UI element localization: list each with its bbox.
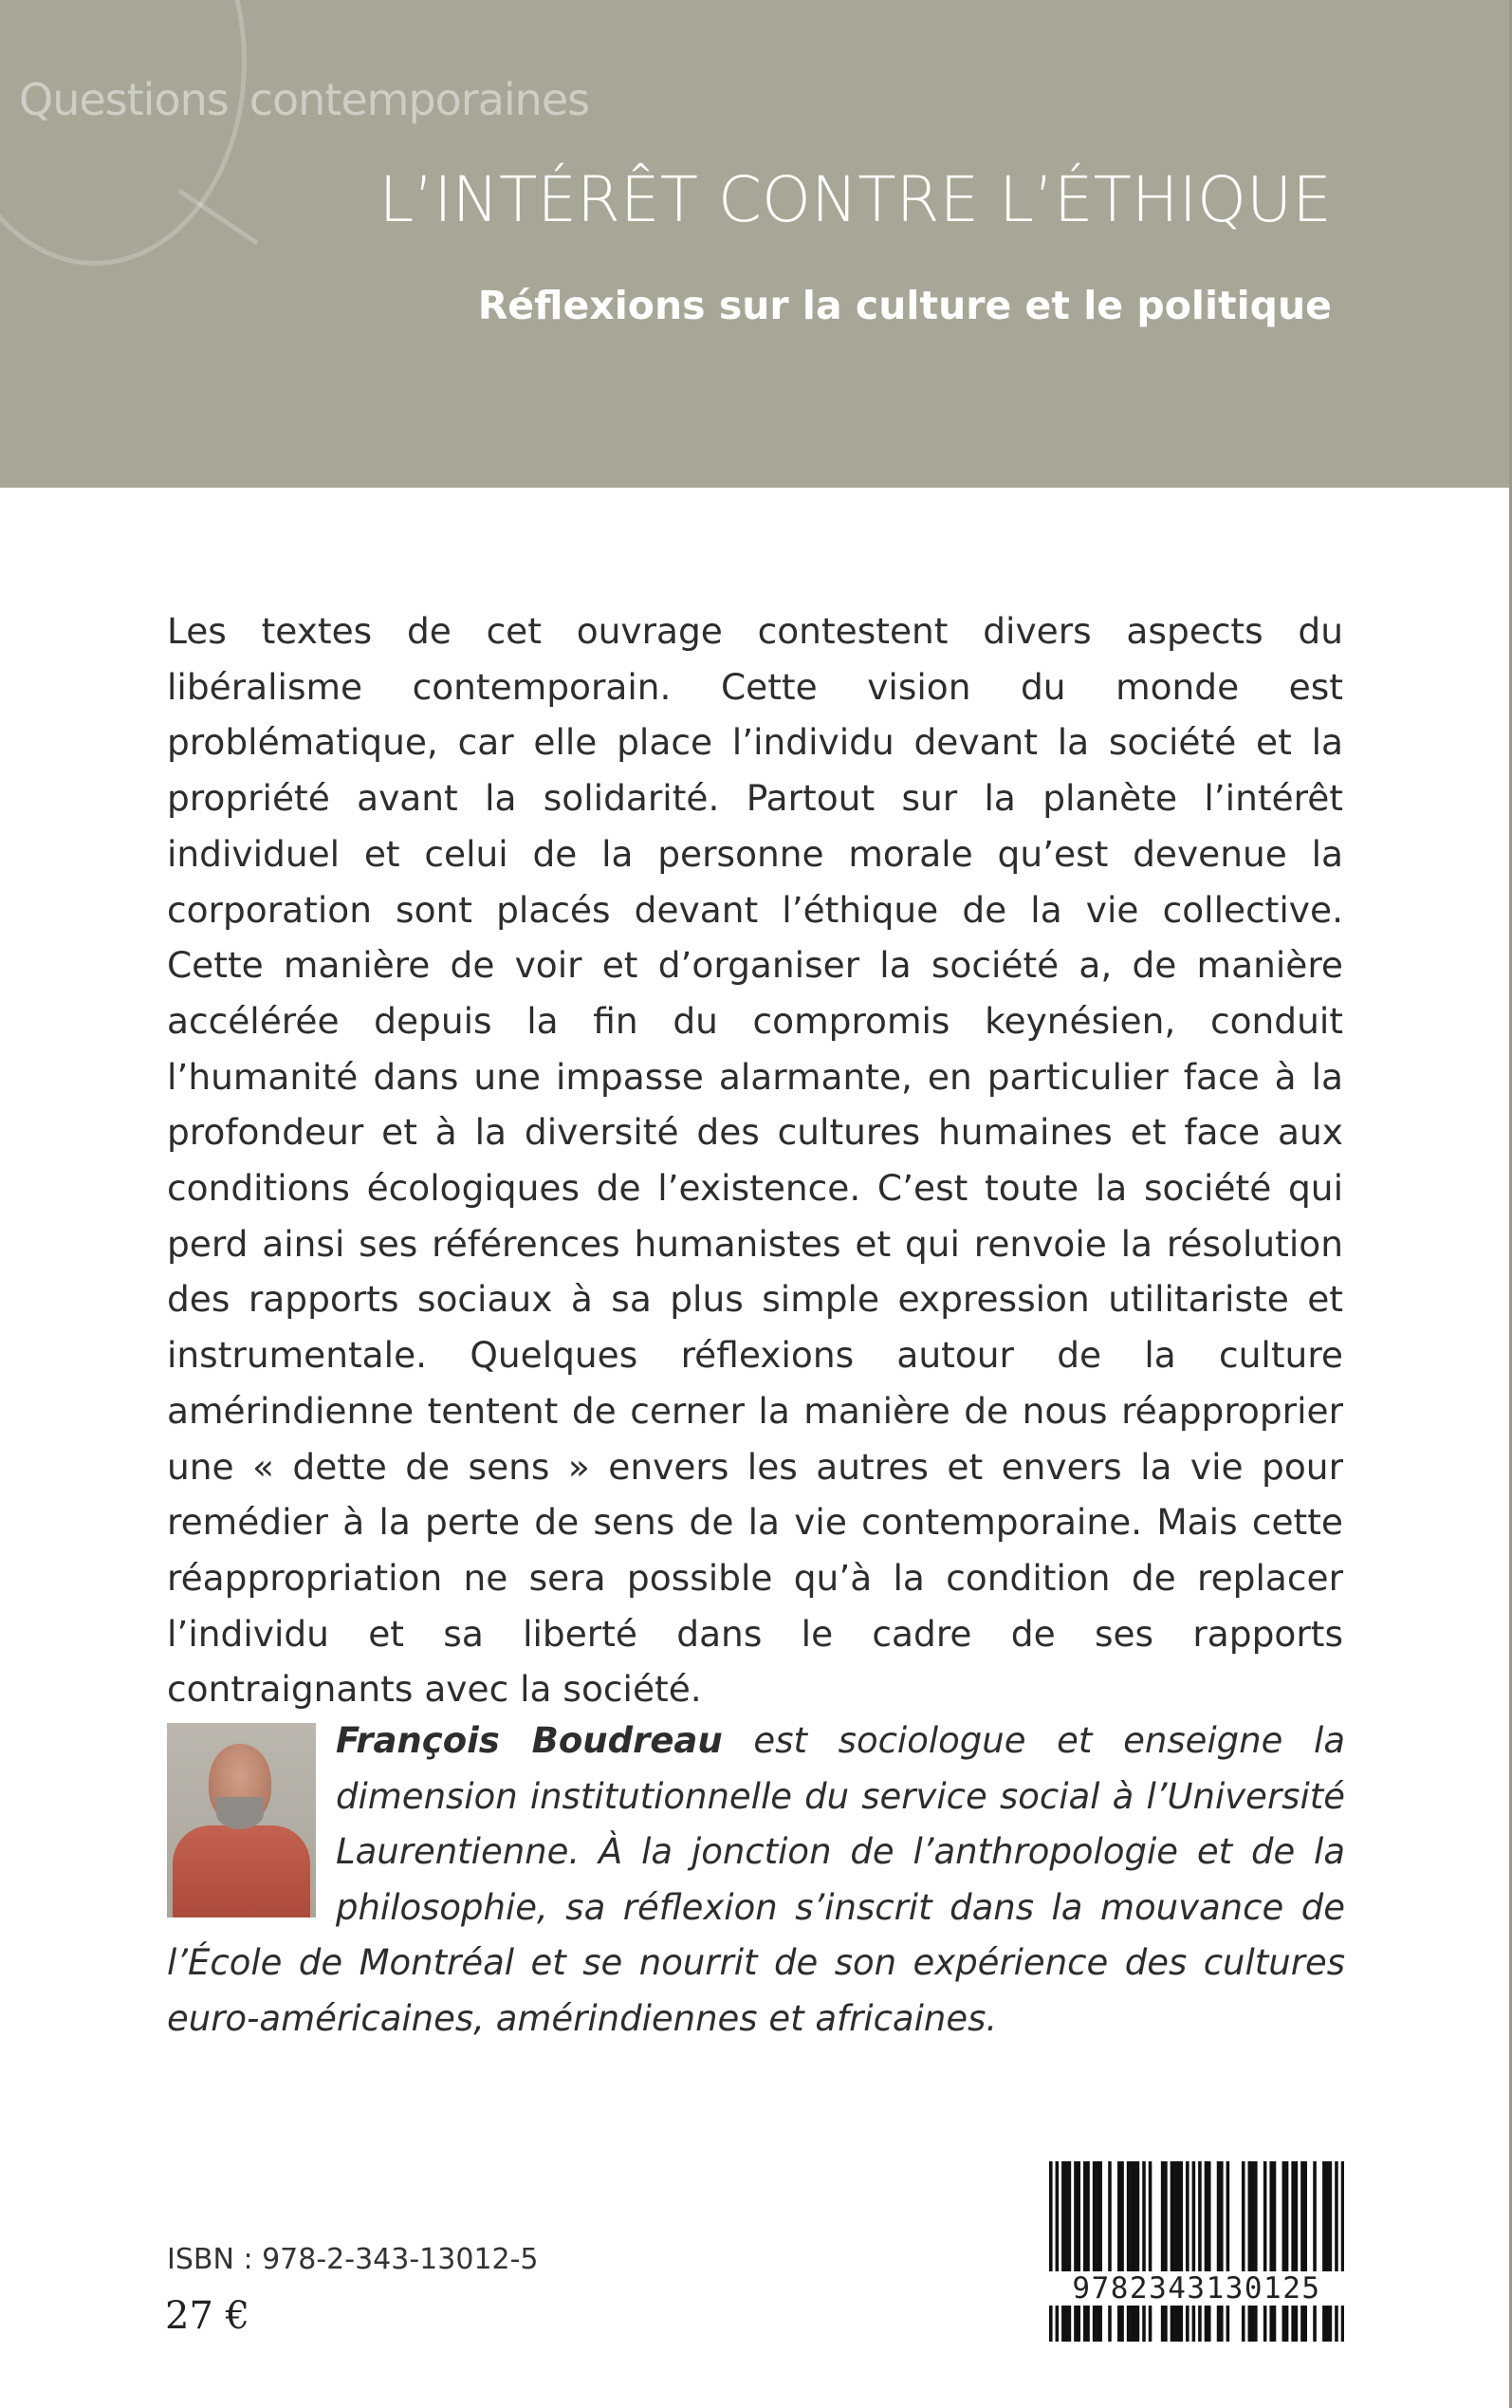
barcode-bar bbox=[1300, 2161, 1304, 2342]
book-subtitle: Réflexions sur la culture et le politique bbox=[477, 283, 1332, 328]
barcode-bar bbox=[1179, 2161, 1183, 2342]
barcode-bar bbox=[1064, 2161, 1068, 2342]
barcode-bar bbox=[1108, 2161, 1112, 2342]
barcode-bar bbox=[1074, 2161, 1078, 2342]
author-bio bbox=[167, 1713, 1345, 2047]
barcode-bar bbox=[1263, 2161, 1267, 2342]
barcode-bar bbox=[1086, 2161, 1090, 2342]
barcode-bar bbox=[1341, 2161, 1344, 2342]
barcode-bar bbox=[1120, 2161, 1124, 2342]
barcode-bar bbox=[1096, 2161, 1099, 2342]
barcode-bar bbox=[1117, 2161, 1121, 2342]
barcode-bar bbox=[1056, 2161, 1060, 2342]
photo-spacer bbox=[167, 1713, 336, 1936]
barcode-bar bbox=[1093, 2161, 1097, 2342]
barcode-bar bbox=[1127, 2161, 1131, 2342]
barcode bbox=[1049, 2161, 1344, 2342]
cover-header-band bbox=[0, 0, 1512, 488]
barcode-bar bbox=[1192, 2161, 1196, 2342]
barcode-bar bbox=[1171, 2161, 1174, 2342]
barcode-bar bbox=[1049, 2161, 1053, 2342]
barcode-bar bbox=[1248, 2161, 1252, 2342]
barcode-bar bbox=[1083, 2161, 1087, 2342]
series-name bbox=[19, 74, 589, 125]
price-label: 27 € bbox=[165, 2294, 250, 2338]
barcode-bar bbox=[1220, 2161, 1224, 2342]
barcode-bar bbox=[1098, 2161, 1102, 2342]
barcode-bar bbox=[1273, 2161, 1277, 2342]
barcode-bar bbox=[1186, 2161, 1189, 2342]
barcode-bar bbox=[1068, 2161, 1072, 2342]
series-name-word1: Questions bbox=[19, 74, 229, 125]
barcode-bar bbox=[1325, 2161, 1329, 2342]
barcode-bar bbox=[1226, 2161, 1230, 2342]
barcode-bar bbox=[1335, 2161, 1338, 2342]
barcode-bar bbox=[1164, 2161, 1168, 2342]
barcode-bar bbox=[1198, 2161, 1202, 2342]
barcode-bar bbox=[1133, 2161, 1136, 2342]
book-title: L’INTÉRÊT CONTRE L’ÉTHIQUE bbox=[378, 163, 1332, 236]
barcode-bar bbox=[1130, 2161, 1134, 2342]
barcode-bar bbox=[1242, 2161, 1245, 2342]
barcode-bars bbox=[1049, 2161, 1344, 2342]
barcode-bar bbox=[1295, 2161, 1299, 2342]
barcode-bar bbox=[1161, 2161, 1165, 2342]
barcode-bar bbox=[1217, 2161, 1221, 2342]
barcode-bar bbox=[1061, 2161, 1065, 2342]
barcode-bar bbox=[1208, 2161, 1211, 2342]
barcode-digits: 9782343130125 bbox=[1049, 2271, 1344, 2306]
isbn-label: ISBN : 978-2-343-13012-5 bbox=[167, 2243, 539, 2276]
barcode-bar bbox=[1176, 2161, 1180, 2342]
barcode-bar bbox=[1142, 2161, 1146, 2342]
barcode-bar bbox=[1269, 2161, 1273, 2342]
barcode-bar bbox=[1282, 2161, 1286, 2342]
barcode-bar bbox=[1303, 2161, 1307, 2342]
series-name-word2: contemporaines bbox=[249, 74, 590, 125]
barcode-bar bbox=[1077, 2161, 1080, 2342]
series-q-logo-ring bbox=[0, 0, 247, 266]
barcode-bar bbox=[1205, 2161, 1208, 2342]
author-name: François Boudreau bbox=[336, 1720, 723, 1761]
book-summary: Les textes de cet ouvrage contestent divers aspects du libéralisme contemporain. Cette vision du monde est problématique, car elle place l’individu devant la société et la propriété avant la solidarité. Partout sur la planète l’intérêt individuel et celui de la personne morale qu’est devenue la corporation sont placés devant l’éthique de la vie collective. Cette manière de voir et d’organiser la société a, de manière accélérée depuis la fin du compromis keynésien, conduit l’humanité dans une impasse alarmante, en particulier face à la profondeur et à la diversité des cultures humaines et face aux conditions écologiques de l’existence. C’est toute la société qui perd ainsi ses références humanistes et qui renvoie la résolution des rapports sociaux à sa plus simple expression utilitariste et instrumentale. Quelques réflexions autour de la culture amérindienne tentent de cerner la manière de nous réapproprier une « dette de sens » envers les autres et envers la vie pour remédier à la perte de sens de la vie contemporaine. Mais cette réappropriation ne sera possible qu’à la condition de replacer l’individu et sa liberté dans le cadre de ses rapports contraignants avec la société. bbox=[167, 610, 1343, 1711]
barcode-bar bbox=[1313, 2161, 1317, 2342]
barcode-bar bbox=[1173, 2161, 1177, 2342]
barcode-bar bbox=[1149, 2161, 1152, 2342]
author-bio-text: est sociologue et enseigne la dimension institutionnelle du service social à l’Université Laurentienne. À la jonction de l’anthropologie et de la philosophie, sa réflexion s’inscrit dans la mouvance de l’École de Montréal et se nourrit de son expérience des cultures euro-américaines, amérindiennes et africaines. bbox=[167, 1720, 1345, 2039]
barcode-bar bbox=[1322, 2161, 1326, 2342]
barcode-bar bbox=[1254, 2161, 1258, 2342]
barcode-bar bbox=[1251, 2161, 1255, 2342]
barcode-bar bbox=[1285, 2161, 1289, 2342]
barcode-bar bbox=[1136, 2161, 1140, 2342]
barcode-bar bbox=[1329, 2161, 1333, 2342]
barcode-bar bbox=[1291, 2161, 1295, 2342]
